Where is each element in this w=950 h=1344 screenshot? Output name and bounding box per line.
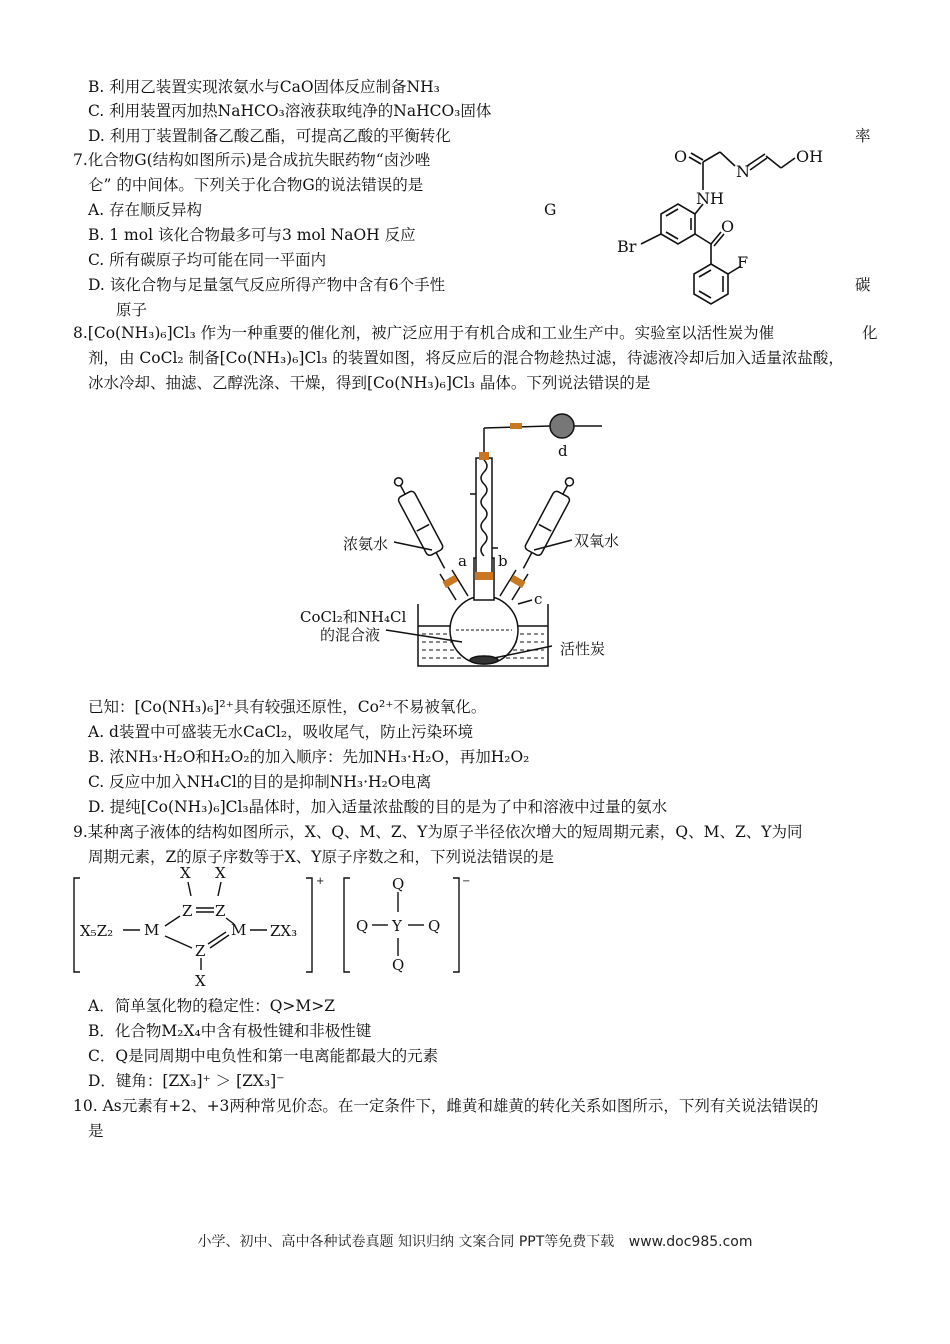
label-h2o2: 双氧水: [574, 532, 620, 550]
q9-stem-line2: 周期元素，Z的原子序数等于X、Y原子序数之和，下列说法错误的是: [88, 848, 555, 866]
q7-option-d: D. 该化合物与足量氢气反应所得产物中含有6个手性: [88, 276, 446, 294]
g-o2-label: O: [721, 217, 735, 236]
cation-z-right: Z: [215, 902, 226, 920]
q8-known: 已知：[Co(NH₃)₆]²⁺具有较强还原性，Co²⁺不易被氧化。: [88, 698, 487, 716]
page-footer: [0, 1231, 950, 1251]
cation-left-group: X₅Z₂: [80, 922, 114, 940]
q10-stem-line1: 10. As元素有+2、+3两种常见价态。在一定条件下，雌黄和雄黄的转化关系如图所示，下列有关说法错误的: [73, 1097, 819, 1115]
label-a: a: [458, 552, 467, 570]
q9-stem-line1: 9.某种离子液体的结构如图所示，X、Q、M、Z、Y为原子半径依次增大的短周期元素，Q、M、Z、Y为同: [73, 823, 803, 841]
anion-y: Y: [392, 917, 402, 935]
label-c: c: [534, 590, 543, 608]
cation-z-bottom: Z: [195, 942, 206, 960]
cation-x-top-right: X: [215, 864, 226, 882]
cation-z-left: Z: [182, 902, 193, 920]
g-br-label: Br: [617, 237, 637, 256]
cation-charge: +: [316, 876, 325, 887]
footer-url[interactable]: www.doc985.com: [628, 1234, 753, 1250]
q9-option-b: B．化合物M₂X₄中含有极性键和非极性键: [88, 1022, 372, 1040]
anion-charge: −: [462, 876, 471, 887]
q7-option-d-line2: 原子: [116, 301, 148, 319]
q9-option-c: C．Q是同周期中电负性和第一电离能都最大的元素: [88, 1047, 439, 1065]
q8-stem-line1: 8.[Co(NH₃)₆]Cl₃ 作为一种重要的催化剂，被广泛应用于有机合成和工业生产中。实验室以活性炭为催: [73, 324, 775, 342]
cation-x-top-left: X: [180, 864, 191, 882]
q8-stem-line1-tail: 化: [862, 324, 878, 342]
q7-option-d-tail: 碳: [855, 276, 871, 294]
q7-option-a: A. 存在顺反异构: [88, 201, 203, 219]
g-n-label: N: [736, 162, 750, 181]
anion-q-top: Q: [392, 875, 405, 893]
cation-m-right: M: [231, 921, 247, 939]
q8-option-d: D. 提纯[Co(NH₃)₆]Cl₃晶体时，加入适量浓盐酸的目的是为了中和溶液中过量的氨水: [88, 798, 668, 816]
label-activated-carbon: 活性炭: [560, 640, 606, 658]
q8-stem-line3: 冰水冷却、抽滤、乙醇洗涤、干燥，得到[Co(NH₃)₆]Cl₃ 晶体。下列说法错误的是: [88, 374, 651, 392]
label-mixture-1: CoCl₂和NH₄Cl: [300, 608, 407, 626]
anion-q-left: Q: [356, 917, 369, 935]
prev-option-d: D. 利用丁装置制备乙酸乙酯，可提高乙酸的平衡转化: [88, 127, 451, 145]
q7-stem-line1: 7.化合物G(结构如图所示)是合成抗失眠药物“卤沙唑: [73, 151, 431, 169]
label-b: b: [498, 552, 508, 570]
label-mixture-2: 的混合液: [320, 626, 381, 644]
cation-m-left: M: [144, 921, 160, 939]
cation-right-group: ZX₃: [270, 922, 298, 940]
q8-stem-line2: 剂，由 CoCl₂ 制备[Co(NH₃)₆]Cl₃ 的装置如图，将反应后的混合物趁热过滤，待滤液冷却后加入适量浓盐酸，: [88, 349, 844, 367]
anion-q-bottom: Q: [392, 956, 405, 974]
compound-g-structure: [595, 140, 845, 315]
apparatus-diagram: [290, 408, 660, 673]
q9-option-a: A．简单氢化物的稳定性：Q>M>Z: [88, 997, 336, 1015]
g-oh-label: OH: [796, 147, 824, 166]
prev-option-d-tail: 率: [855, 127, 871, 145]
prev-option-c: C. 利用装置丙加热NaHCO₃溶液获取纯净的NaHCO₃固体: [88, 102, 492, 120]
anion-q-right: Q: [428, 917, 441, 935]
q8-option-b: B. 浓NH₃·H₂O和H₂O₂的加入顺序：先加NH₃·H₂O，再加H₂O₂: [88, 748, 530, 766]
q9-option-d: D．键角：[ZX₃]⁺ ＞ [ZX₃]⁻: [88, 1072, 285, 1090]
q7-stem-line2: 仑” 的中间体。下列关于化合物G的说法错误的是: [88, 176, 424, 194]
g-o1-label: O: [674, 147, 688, 166]
ionic-liquid-structure: [68, 862, 478, 992]
q8-option-c: C. 反应中加入NH₄Cl的目的是抑制NH₃·H₂O电离: [88, 773, 432, 791]
label-d: d: [558, 442, 568, 460]
g-f-label: F: [737, 253, 749, 272]
prev-option-b: B. 利用乙装置实现浓氨水与CaO固体反应制备NH₃: [88, 78, 440, 96]
label-ammonia: 浓氨水: [343, 535, 389, 553]
q8-option-a: A. d装置中可盛装无水CaCl₂，吸收尾气，防止污染环境: [88, 723, 474, 741]
q7-option-c: C. 所有碳原子均可能在同一平面内: [88, 251, 327, 269]
footer-text: 小学、初中、高中各种试卷真题 知识归纳 文案合同 PPT等免费下载: [197, 1234, 615, 1250]
q7-option-a-tail: G: [544, 201, 557, 219]
g-nh-label: NH: [696, 189, 724, 208]
q10-stem-line2: 是: [88, 1122, 104, 1140]
q7-option-b: B. 1 mol 该化合物最多可与3 mol NaOH 反应: [88, 226, 416, 244]
cation-x-bottom: X: [195, 972, 206, 990]
